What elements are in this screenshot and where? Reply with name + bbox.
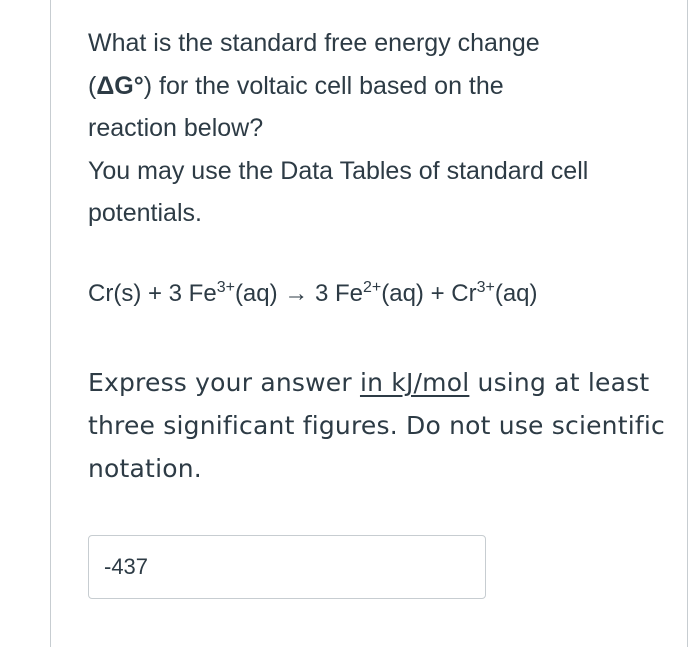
cr3-charge: 3+ xyxy=(476,278,495,296)
reaction-equation xyxy=(88,278,668,310)
product-2-state: (aq) xyxy=(494,279,538,307)
reactant-1: Cr(s) + 3 Fe xyxy=(88,279,217,307)
answer-instructions xyxy=(88,361,668,490)
reaction-arrow-segment: (aq) → 3 Fe xyxy=(234,279,363,307)
data-tables-note: You may use the Data Tables of standard cell potentials. xyxy=(88,156,589,227)
question-content xyxy=(88,22,668,490)
delta-g-close: ) xyxy=(143,71,153,100)
units-link[interactable]: in kJ/mol xyxy=(359,367,470,397)
question-text xyxy=(88,22,668,235)
panel-right-border xyxy=(687,0,688,647)
question-line-1: What is the standard free energy change xyxy=(88,29,540,57)
answer-value: -437 xyxy=(104,554,149,579)
question-line-3: reaction below? xyxy=(88,114,264,142)
instructions-post: using at least three significant figures. Do not use scientific notation. xyxy=(88,367,665,483)
delta-g-symbol: ΔG° xyxy=(96,71,144,100)
fe2-charge: 2+ xyxy=(362,278,382,296)
product-2-segment: (aq) + Cr xyxy=(381,279,477,307)
panel-left-border xyxy=(50,0,51,647)
question-line-2: for the voltaic cell based on the xyxy=(152,71,504,100)
answer-input[interactable] xyxy=(88,535,486,599)
instructions-pre: Express your answer xyxy=(88,367,360,397)
fe3-charge: 3+ xyxy=(216,278,235,296)
delta-g-open: ( xyxy=(88,71,97,100)
